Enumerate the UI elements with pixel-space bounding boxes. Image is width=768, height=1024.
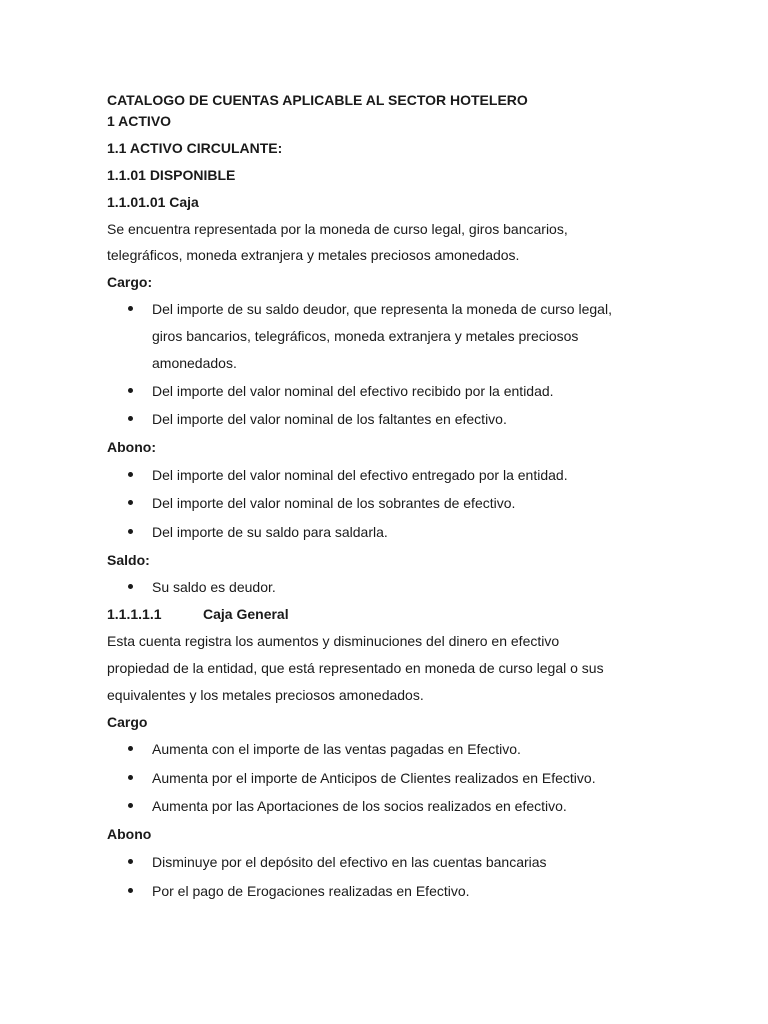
cg-abono-item: Por el pago de Erogaciones realizadas en Efectivo. [152, 883, 470, 899]
heading-caja: 1.1.01.01 Caja [107, 194, 199, 210]
bullet-icon [128, 306, 133, 311]
bullet-icon [128, 775, 133, 780]
caja-general-title: Caja General [203, 606, 289, 622]
heading-activo-circulante: 1.1 ACTIVO CIRCULANTE: [107, 140, 283, 156]
cg-cargo-item: Aumenta por el importe de Anticipos de Clientes realizados en Efectivo. [152, 770, 596, 786]
bullet-icon [128, 500, 133, 505]
cargo-heading: Cargo: [107, 274, 153, 290]
caja-general-description-line: propiedad de la entidad, que está representado en moneda de curso legal o sus [107, 660, 604, 676]
abono-heading: Abono: [107, 439, 156, 455]
document-title: CATALOGO DE CUENTAS APLICABLE AL SECTOR HOTELERO [107, 92, 528, 108]
cg-cargo-heading: Cargo [107, 714, 148, 730]
heading-activo: 1 ACTIVO [107, 113, 172, 129]
bullet-icon [128, 472, 133, 477]
caja-general-description-line: Esta cuenta registra los aumentos y disminuciones del dinero en efectivo [107, 633, 560, 649]
saldo-item: Su saldo es deudor. [152, 579, 276, 595]
bullet-icon [128, 888, 133, 893]
caja-description-line: Se encuentra representada por la moneda de curso legal, giros bancarios, [107, 221, 568, 237]
caja-description-line: telegráficos, moneda extranjera y metales preciosos amonedados. [107, 247, 520, 263]
cg-abono-heading: Abono [107, 826, 152, 842]
heading-caja-general [107, 605, 407, 623]
abono-item: Del importe de su saldo para saldarla. [152, 524, 388, 540]
cg-cargo-item: Aumenta por las Aportaciones de los socios realizados en efectivo. [152, 798, 567, 814]
bullet-icon [128, 416, 133, 421]
heading-disponible: 1.1.01 DISPONIBLE [107, 167, 236, 183]
bullet-icon [128, 803, 133, 808]
bullet-icon [128, 388, 133, 393]
cargo-item-line: amonedados. [152, 355, 237, 371]
caja-general-number: 1.1.1.1.1 [107, 606, 162, 622]
cargo-item-line: Del importe de su saldo deudor, que representa la moneda de curso legal, [152, 301, 612, 317]
cg-abono-item: Disminuye por el depósito del efectivo en las cuentas bancarias [152, 854, 547, 870]
bullet-icon [128, 746, 133, 751]
cargo-item: Del importe del valor nominal de los faltantes en efectivo. [152, 411, 507, 427]
cargo-item-line: giros bancarios, telegráficos, moneda extranjera y metales preciosos [152, 328, 579, 344]
cargo-item: Del importe del valor nominal del efectivo recibido por la entidad. [152, 383, 554, 399]
bullet-icon [128, 529, 133, 534]
bullet-icon [128, 859, 133, 864]
cg-cargo-item: Aumenta con el importe de las ventas pagadas en Efectivo. [152, 741, 521, 757]
abono-item: Del importe del valor nominal de los sobrantes de efectivo. [152, 495, 516, 511]
bullet-icon [128, 584, 133, 589]
saldo-heading: Saldo: [107, 552, 150, 568]
abono-item: Del importe del valor nominal del efectivo entregado por la entidad. [152, 467, 568, 483]
caja-general-description-line: equivalentes y los metales preciosos amonedados. [107, 687, 424, 703]
